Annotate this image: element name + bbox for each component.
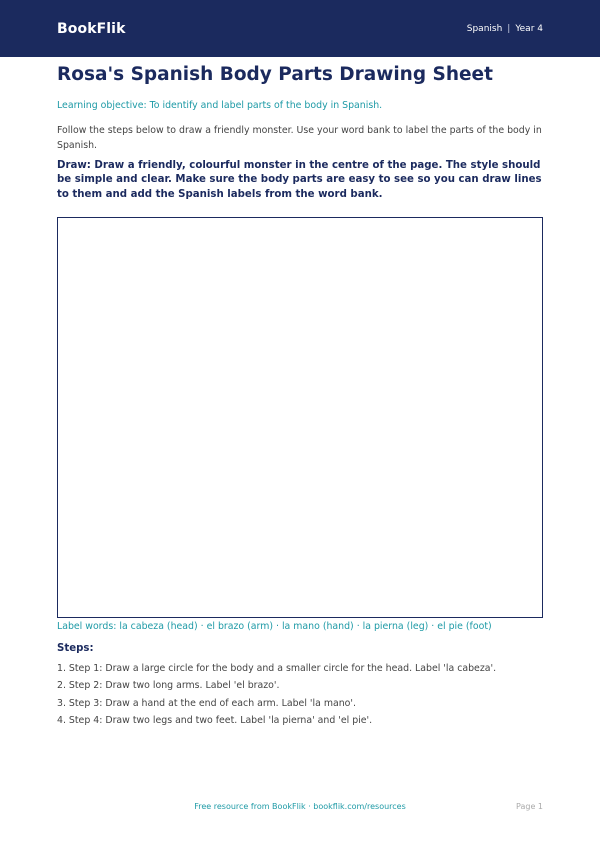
step-item: 1. Step 1: Draw a large circle for the body and a smaller circle for the head. Label 'la cabeza'. <box>57 663 497 674</box>
header-separator: | <box>507 23 511 34</box>
steps-list <box>57 660 547 729</box>
year-label: Year 4 <box>515 23 543 34</box>
steps-heading: Steps: <box>57 643 94 654</box>
page-number: Page 1 <box>516 802 543 811</box>
step-item: 2. Step 2: Draw two long arms. Label 'el brazo'. <box>57 680 280 692</box>
brand-logo[interactable]: BookFlik <box>57 20 126 37</box>
header-meta <box>467 24 543 34</box>
draw-instruction: Draw: Draw a friendly, colourful monster in the centre of the page. The style should be simple and clear. Make sure the body parts are easy to see so you can draw lines to them and add the Spanish labels from the word bank. <box>57 160 542 200</box>
drawing-area[interactable] <box>57 217 543 618</box>
footer-credit-link[interactable]: Free resource from BookFlik · bookflik.com/resources <box>194 802 406 811</box>
word-bank: Label words: la cabeza (head) · el brazo (arm) · la mano (hand) · la pierna (leg) · el pie (foot) <box>57 621 492 632</box>
page-title: Rosa's Spanish Body Parts Drawing Sheet <box>57 64 493 85</box>
step-item: 3. Step 3: Draw a hand at the end of each arm. Label 'la mano'. <box>57 697 356 709</box>
page-header <box>0 0 600 57</box>
intro-text: Follow the steps below to draw a friendly monster. Use your word bank to label the parts of the body in Spanish. <box>57 125 542 151</box>
subject-label: Spanish <box>466 23 503 34</box>
learning-objective: Learning objective: To identify and label parts of the body in Spanish. <box>57 100 383 111</box>
step-item: 4. Step 4: Draw two legs and two feet. Label 'la pierna' and 'el pie'. <box>57 714 373 726</box>
